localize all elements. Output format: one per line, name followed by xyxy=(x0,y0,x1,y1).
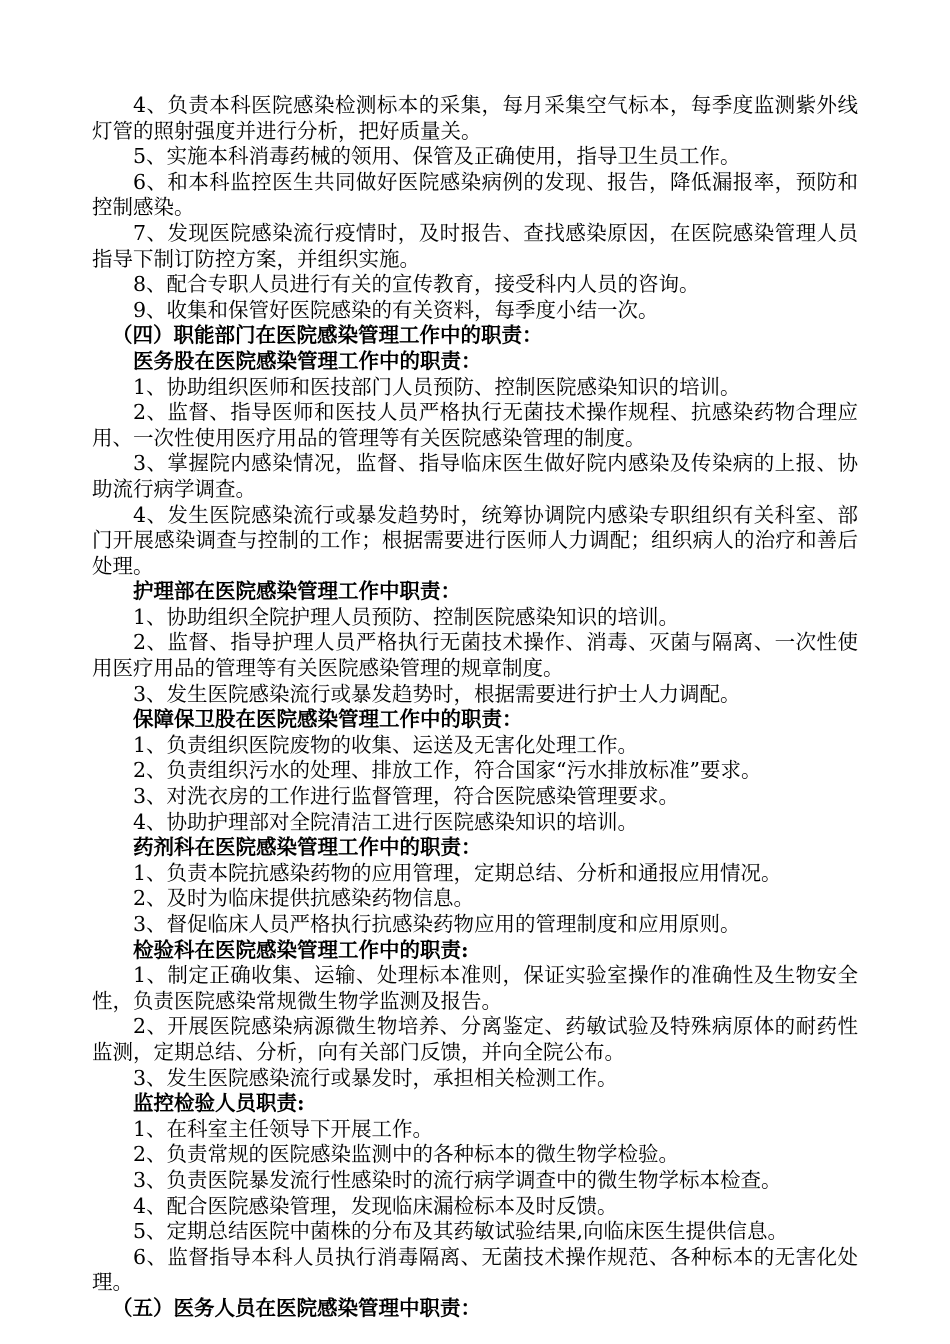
paragraph-item: 4、协助护理部对全院清洁工进行医院感染知识的培训。 xyxy=(133,809,639,834)
paragraph-item: 4、发生医院感染流行或暴发趋势时，统筹协调院内感染专职组织有关科室、部门开展感染调查与控制的工作；根据需要进行医师人力调配；组织病人的治疗和善后处理。 xyxy=(92,502,858,578)
paragraph-item: 2、负责组织污水的处理、排放工作，符合国家“污水排放标准”要求。 xyxy=(133,758,762,783)
section-heading: （四）职能部门在医院感染管理工作中的职责： xyxy=(112,323,543,348)
paragraph-item: 9、收集和保管好医院感染的有关资料，每季度小结一次。 xyxy=(133,297,659,322)
paragraph-item: 2、监督、指导医师和医技人员严格执行无菌技术操作规程、抗感染药物合理应用、一次性使用医疗用品的管理等有关医院感染管理的制度。 xyxy=(92,400,858,450)
paragraph-item: 6、和本科监控医生共同做好医院感染病例的发现、报告，降低漏报率，预防和控制感染。 xyxy=(92,169,858,220)
paragraph-item: 1、协助组织医师和医技部门人员预防、控制医院感染知识的培训。 xyxy=(133,374,741,399)
paragraph-item: 1、在科室主任领导下开展工作。 xyxy=(133,1116,434,1141)
paragraph-item: 3、对洗衣房的工作进行监督管理，符合医院感染管理要求。 xyxy=(133,784,680,809)
paragraph-item: 3、发生医院感染流行或暴发趋势时，根据需要进行护士人力调配。 xyxy=(133,681,741,706)
document-body xyxy=(92,93,858,1322)
paragraph-item: 3、督促临床人员严格执行抗感染药物应用的管理制度和应用原则。 xyxy=(133,912,741,936)
paragraph-item: 4、负责本科医院感染检测标本的采集，每月采集空气标本，每季度监测紫外线灯管的照射强度并进行分析，把好质量关。 xyxy=(92,93,858,143)
paragraph-item: 1、负责组织医院废物的收集、运送及无害化处理工作。 xyxy=(133,732,639,757)
paragraph-item: 8、配合专职人员进行有关的宣传教育，接受科内人员的咨询。 xyxy=(133,272,700,297)
paragraph-item: 2、负责常规的医院感染监测中的各种标本的微生物学检验。 xyxy=(133,1142,680,1167)
paragraph-item: 1、制定正确收集、运输、处理标本准则，保证实验室操作的准确性及生物安全性，负责医院感染常规微生物学监测及报告。 xyxy=(92,963,858,1013)
paragraph-item: 7、发现医院感染流行疫情时，及时报告、查找感染原因，在医院感染管理人员指导下制订防控方案，并组织实施。 xyxy=(92,220,858,271)
paragraph-item: 6、监督指导本科人员执行消毒隔离、无菌技术操作规范、各种标本的无害化处理。 xyxy=(92,1244,858,1295)
subsection-heading: 检验科在医院感染管理工作中的职责: xyxy=(133,937,469,962)
paragraph-item: 2、开展医院感染病源微生物培养、分离鉴定、药敏试验及特殊病原体的耐药性监测，定期总结、分析，向有关部门反馈，并向全院公布。 xyxy=(92,1014,858,1064)
subsection-heading: 药剂科在医院感染管理工作中的职责： xyxy=(133,835,482,860)
paragraph-item: 4、配合医院感染管理，发现临床漏检标本及时反馈。 xyxy=(133,1193,618,1218)
paragraph-item: 1、协助组织全院护理人员预防、控制医院感染知识的培训。 xyxy=(133,604,680,629)
paragraph-item: 5、定期总结医院中菌株的分布及其药敏试验结果,向临床医生提供信息。 xyxy=(133,1219,789,1244)
subsection-heading: 护理部在医院感染管理工作中职责： xyxy=(133,579,461,604)
section-heading: （五）医务人员在医院感染管理中职责： xyxy=(112,1295,481,1320)
paragraph-item: 3、负责医院暴发流行性感染时的流行病学调查中的微生物学标本检查。 xyxy=(133,1167,782,1192)
paragraph-item: 2、及时为临床提供抗感染药物信息。 xyxy=(133,886,475,911)
paragraph-item: 2、监督、指导护理人员严格执行无菌技术操作、消毒、灭菌与隔离、一次性使用医疗用品的管理等有关医院感染管理的规章制度。 xyxy=(92,630,858,681)
subsection-heading: 保障保卫股在医院感染管理工作中的职责： xyxy=(133,707,523,732)
paragraph-item: 3、掌握院内感染情况，监督、指导临床医生做好院内感染及传染病的上报、协助流行病学调查。 xyxy=(92,451,858,501)
paragraph-item: 3、发生医院感染流行或暴发时，承担相关检测工作。 xyxy=(133,1065,618,1090)
subsection-heading: 监控检验人员职责: xyxy=(133,1091,305,1116)
subsection-heading: 医务股在医院感染管理工作中的职责： xyxy=(133,348,482,373)
paragraph-item: 1、负责本院抗感染药物的应用管理，定期总结、分析和通报应用情况。 xyxy=(133,860,782,885)
paragraph-item: 5、实施本科消毒药械的领用、保管及正确使用，指导卫生员工作。 xyxy=(133,144,741,169)
